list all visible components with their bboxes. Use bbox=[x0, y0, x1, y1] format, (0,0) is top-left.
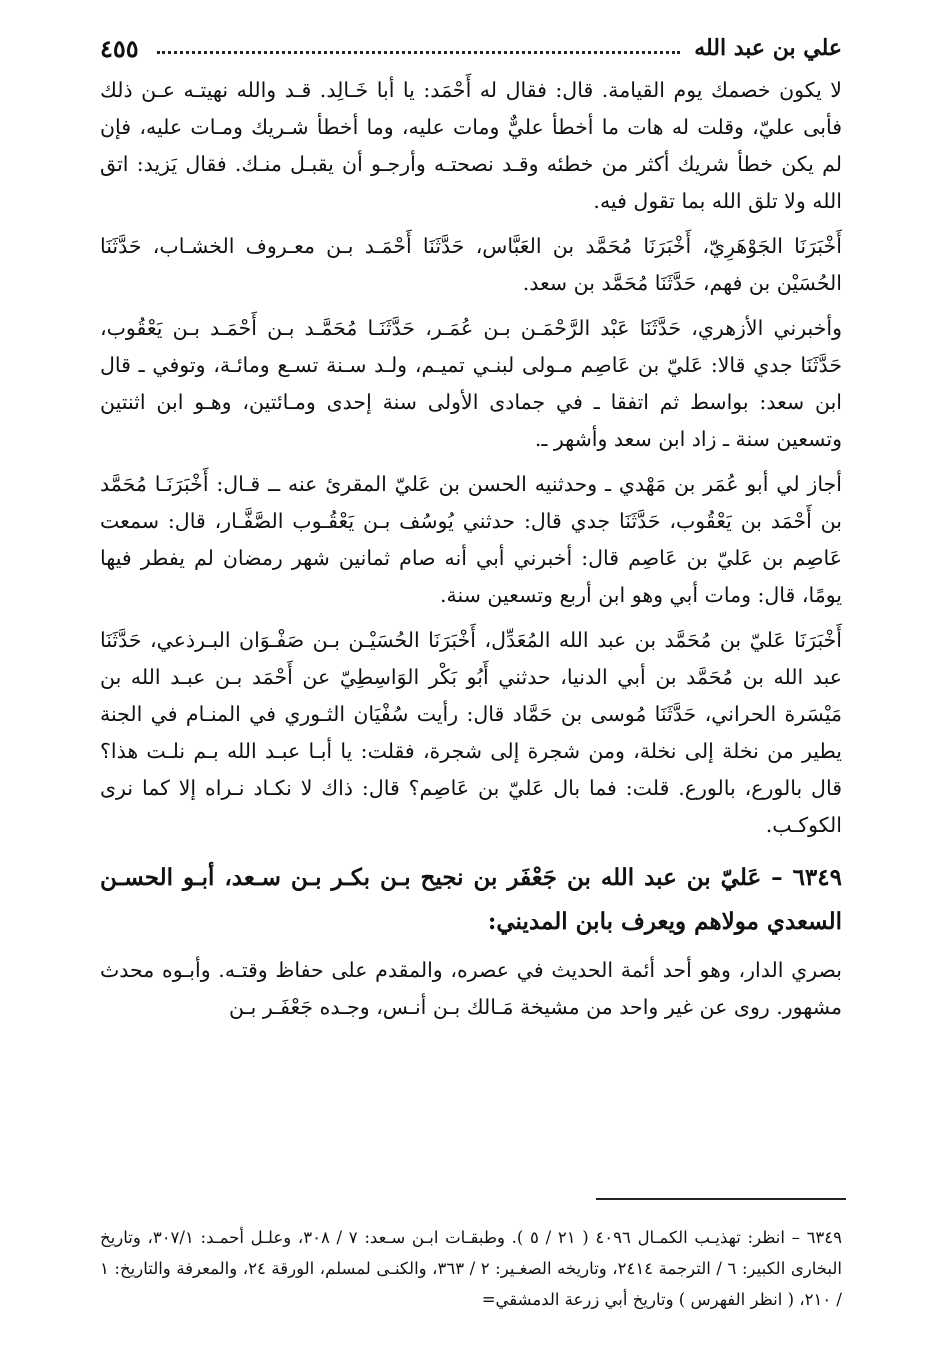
paragraph: وأخبرني الأزهري، حَدَّثَنَا عَبْد الرَّحْمَـن بـن عُمَـر، حَدَّثَنَـا مُحَمَّـد بـن أَحْمَـد بـن يَعْقُوب، حَدَّثَنَا جدي قالا: عَليّ بن عَاصِم مـولى لبنـي تميـم، ولـد سـنة تسـع ومائـة، وتوفي ـ قال ابن سعد: بواسط ثم اتفقا ـ في جمادى الأولى سنة إحدى ومـائتين، وهـو ابن اثنتين وتسعين سنة ـ زاد ابن سعد وأشهر ـ. bbox=[100, 316, 842, 451]
entry-number: ٦٣٤٩ bbox=[792, 864, 842, 891]
main-text bbox=[100, 72, 842, 1026]
entry-paragraph: بصري الدار، وهو أحد أئمة الحديث في عصره، والمقدم على حفاظ وقتـه. وأبـوه محدث مشهور. روى عن غير واحد من مشيخة مَـالك بـن أنـس، وجـده جَعْفَـر بـن bbox=[100, 958, 842, 1019]
paragraph: أَخْبَرَنَا عَليّ بن مُحَمَّد بن عبد الله المُعَدِّل، أَخْبَرَنَا الحُسَيْـن بـن صَفْـوَان البـرذعي، حَدَّثَنَا عبد الله بن مُحَمَّد بن أبي الدنيا، حدثني أَبُو بَكْر الوَاسِطِيّ عن أَحْمَد بـن عبـد الله بن مَيْسَرة الحراني، حَدَّثَنَا مُوسى بن حَمَّاد قال: رأيت سُفْيَان الثـوري في المنـام في الجنة يطير من نخلة إلى نخلة، ومن شجرة إلى شجرة، فقلت: يا أبـا عبـد الله بـم نلـت هذا؟ قال بالورع، بالورع. قلت: فما بال عَليّ بن عَاصِم؟ قال: ذاك لا نكـاد نـراه إلا كما نرى الكوكـب. bbox=[100, 628, 842, 837]
page-number: ٤٥٥ bbox=[100, 33, 139, 63]
entry-title: – عَليّ بن عبد الله بن جَعْفَر بن نجيح بـن بكـر بـن سـعد، أبـو الحسـن السعدي مولاهم ويعرف بابن المديني: bbox=[100, 864, 842, 935]
paragraph: لا يكون خصمك يوم القيامة. قال: فقال له أَحْمَد: يا أبا خَـالِد. قـد والله نهيتـه عـن ذلك فأبى عليّ، وقلت له هات ما أخطأ عليٌّ ومات عليه، وما أخطأ شـريك ومـات عليه، فإن لم يكن خطأ شريك أكثر من خطئه وقـد نصحتـه وأرجـو أن يقبـل منـك. فقال يَزيد: اتق الله ولا تلق الله بما تقول فيه. bbox=[100, 78, 842, 213]
biography-entry-heading bbox=[100, 856, 842, 944]
footnote-text: ٦٣٤٩ – انظر: تهذيـب الكمـال ٤٠٩٦ ( ٢١ / ٥ ). وطبقـات ابـن سـعد: ٧ / ٣٠٨، وعلـل أحمـد: ٣٠٧/١، وتاريخ البخارى الكبير: ٦ / الترجمة ٢٤١٤، وتاريخه الصغـير: ٢ / ٣٦٣، والكنـى لمسلم، الورقة ٢٤، والمعرفة والتاريخ: ١ / ٢١٠، ( انظر الفهرس ) وتاريخ أبي زرعة الدمشقي= bbox=[100, 1228, 843, 1309]
header-dot-leader bbox=[157, 51, 681, 54]
footnote-separator bbox=[596, 1198, 846, 1200]
footnotes bbox=[100, 1222, 842, 1315]
paragraph: أَخْبَرَنَا الجَوْهَرِيّ، أَخْبَرَنَا مُحَمَّد بن العَبَّاس، حَدَّثَنَا أَحْمَـد بـن معـروف الخشـاب، حَدَّثَنَا الحُسَيْن بن فهم، حَدَّثَنَا مُحَمَّد بن سعد. bbox=[100, 234, 842, 295]
paragraph: أجاز لي أبو عُمَر بن مَهْدي ـ وحدثنيه الحسن بن عَليّ المقرئ عنه ــ قـال: أَخْبَرَنَـا مُحَمَّد بن أَحْمَد بن يَعْقُوب، حَدَّثَنَا جدي قال: حدثني يُوسُف بـن يَعْقُـوب الصَّفَّـار، قال: سمعت عَاصِم بن عَليّ بن عَاصِم قال: أخبرني أبي أنه صام ثمانين شهر رمضان لم يفطر فيها يومًا، قال: ومات أبي وهو ابن أربع وتسعين سنة. bbox=[100, 472, 842, 607]
running-title: علي بن عبد الله bbox=[694, 35, 842, 61]
page-header bbox=[100, 26, 842, 70]
